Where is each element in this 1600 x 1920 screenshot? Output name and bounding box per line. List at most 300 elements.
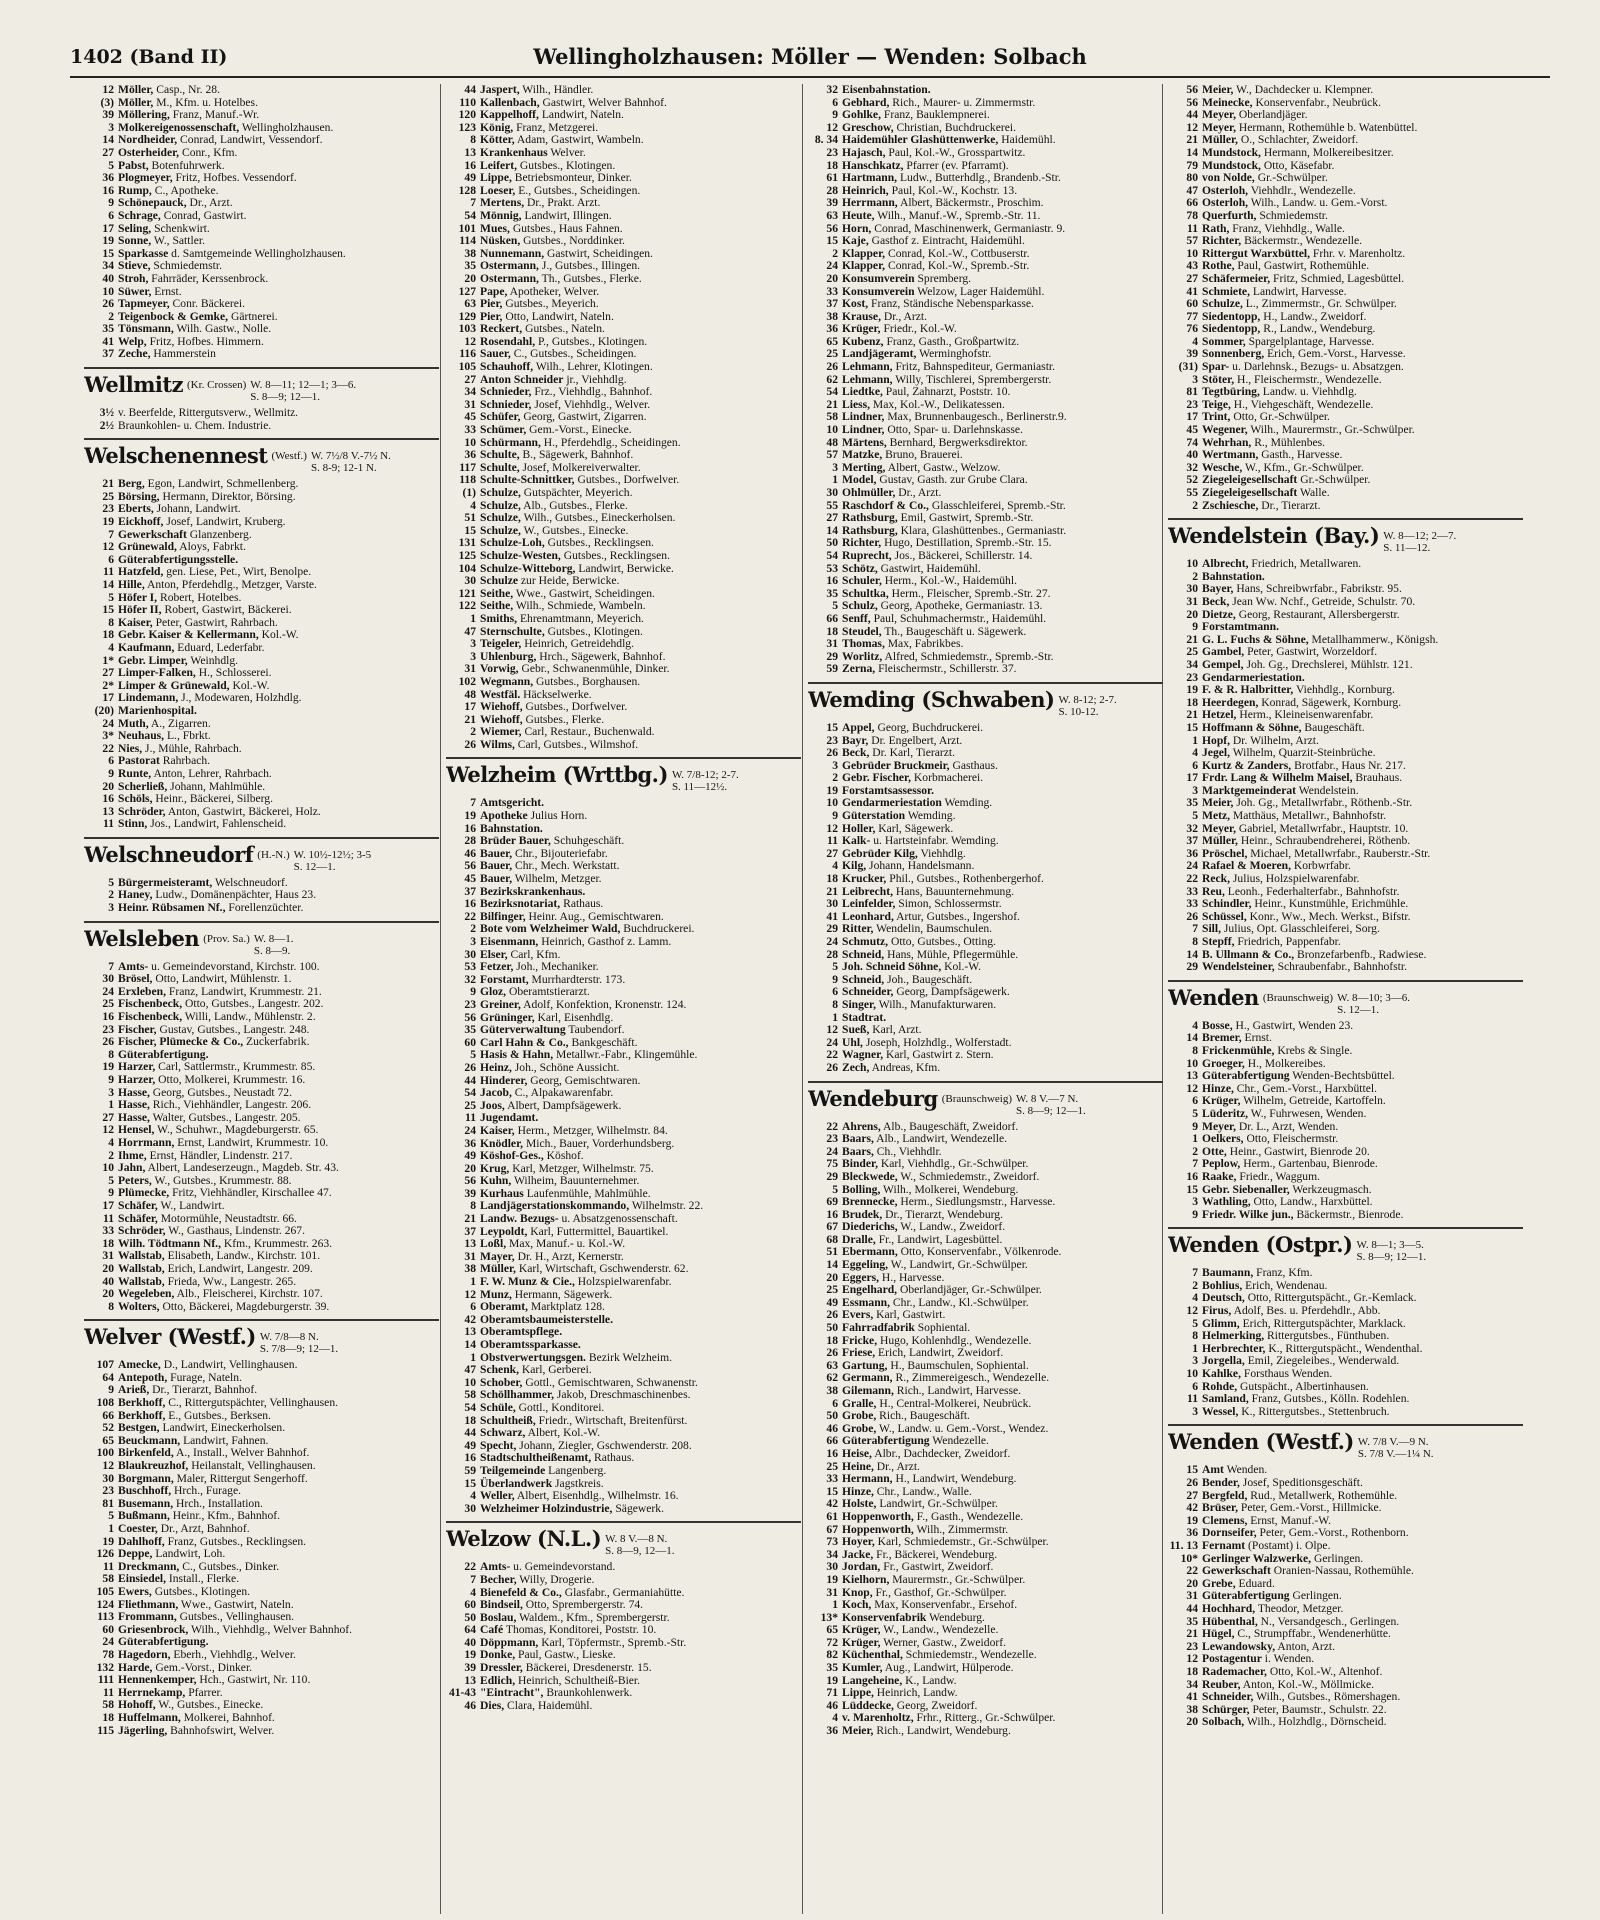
phone-number: 23	[826, 1132, 838, 1146]
place-region: (Kr. Crossen)	[187, 379, 247, 392]
subscriber-details: Herm., Gartenbau, Bienrode.	[1240, 1157, 1378, 1171]
phone-number: 2½	[99, 419, 114, 432]
subscriber-name: Richter,	[842, 536, 882, 550]
phone-number: 30	[826, 1560, 838, 1574]
subscriber-details: Otto, Käsefabr.	[1260, 158, 1335, 172]
phone-number: 42	[464, 1312, 476, 1326]
phone-number: 2	[1192, 569, 1198, 583]
subscriber-details: Gutsbes., Dorfwelver.	[522, 700, 628, 714]
subscriber-details: Albert, Kol.-W.	[525, 1426, 601, 1440]
subscriber-details: Ehrenamtmann, Meyerich.	[517, 611, 644, 625]
phone-number: 13	[102, 804, 114, 818]
phone-number: 123	[458, 120, 476, 134]
subscriber-name: Berg,	[118, 477, 145, 491]
phone-number: 44	[464, 1426, 476, 1440]
subscriber-details: jr., Viehhdlg.	[563, 372, 627, 386]
subscriber-name: Greiner,	[480, 997, 521, 1011]
phone-number: 56	[1186, 84, 1198, 96]
subscriber-name: Rittergut Warxbüttel,	[1202, 246, 1310, 260]
phone-number: 4	[1192, 746, 1198, 760]
subscriber-details: W., Landwirt, Gr.-Schwülper.	[888, 1258, 1028, 1272]
subscriber-details: Johann, Handelsmann.	[866, 859, 975, 873]
subscriber-details: Glanzenberg.	[186, 527, 252, 541]
subscriber-details: Gutsbes., Flerke.	[522, 712, 605, 726]
phone-number: 27	[826, 511, 838, 525]
subscriber-details: Anton, Lehrer, Rahrbach.	[151, 766, 272, 780]
subscriber-name: Greschow,	[842, 120, 894, 134]
subscriber-name: Hopf,	[1202, 733, 1231, 747]
subscriber-details: Wilh., Viehhdlg., Welver Bahnhof.	[188, 1622, 353, 1636]
phone-number: 72	[826, 1635, 838, 1649]
subscriber-details: K., Landw.	[902, 1673, 957, 1687]
phone-number: 30	[464, 947, 476, 961]
subscriber-details: Emil, Gastwirt, Spremb.-Str.	[897, 511, 1034, 525]
subscriber-name: Thomas,	[842, 637, 885, 651]
phone-number: 26	[102, 297, 114, 311]
subscriber-details: Krebs & Single.	[1274, 1043, 1353, 1057]
subscriber-name: Konservenfabrik	[842, 1610, 927, 1624]
subscriber-details: Gustav, Gutsbes., Langestr. 248.	[156, 1022, 310, 1036]
subscriber-name: Ritter,	[842, 922, 874, 936]
phone-number: 30	[1186, 582, 1198, 596]
subscriber-name: Dralle,	[842, 1232, 876, 1246]
subscriber-name: Liedtke,	[842, 385, 883, 399]
subscriber-details: Gutspächt., Albertinhausen.	[1237, 1379, 1369, 1393]
subscriber-details: Josef, Speditionsgeschäft.	[1239, 1476, 1363, 1489]
phone-number: 55	[1186, 486, 1198, 499]
subscriber-name: Schenk,	[480, 1363, 519, 1377]
subscriber-details: Metallwr.-Fabr., Klingemühle.	[553, 1048, 698, 1062]
subscriber-details: Conrad, Landwirt, Vessendorf.	[177, 133, 323, 147]
subscriber-details: Gutsbes., Klotingen.	[151, 1584, 251, 1598]
subscriber-name: Kumler,	[842, 1661, 883, 1675]
subscriber-details: Glasfabr., Germaniahütte.	[561, 1585, 685, 1599]
subscriber-name: Wegener,	[1202, 423, 1248, 437]
subscriber-name: Wathling,	[1202, 1195, 1251, 1209]
phone-number: (31)	[1178, 360, 1198, 374]
phone-number: 2	[108, 309, 114, 323]
subscriber-details: Franz, Manuf.-Wr.	[169, 108, 260, 122]
phone-number: 100	[96, 1446, 114, 1460]
subscriber-name: Wilms,	[480, 737, 515, 751]
phone-number: 36	[464, 1136, 476, 1150]
subscriber-details: Fritz, Schmied, Lagesbüttel.	[1270, 271, 1405, 285]
subscriber-details: Max, Manuf.- u. Kol.-W.	[506, 1237, 626, 1251]
phone-number: 1	[832, 1598, 838, 1612]
subscriber-details: C., Strumpffabr., Wendenerhütte.	[1234, 1627, 1391, 1641]
subscriber-name: Meinecke,	[1202, 95, 1253, 109]
subscriber-name: Krüger,	[1202, 1094, 1241, 1108]
subscriber-details: Anton, Kol.-W., Möllmicke.	[1240, 1677, 1375, 1691]
subscriber-name: Döppmann,	[480, 1635, 539, 1649]
subscriber-name: Osterloh,	[1202, 183, 1249, 197]
office-hours-weekday: W. 8—1.	[253, 932, 294, 945]
subscriber-details: Wemding.	[941, 796, 993, 810]
subscriber-name: Deutsch,	[1202, 1291, 1245, 1305]
subscriber-details: Brauhaus.	[1352, 771, 1403, 785]
subscriber-details: Botenfuhrwerk.	[148, 158, 225, 172]
subscriber-name: Heinrich,	[842, 183, 889, 197]
subscriber-details: Dr. H., Arzt, Kernerstr.	[514, 1249, 624, 1263]
phone-number: 7	[1192, 1157, 1198, 1171]
phone-number: 8	[1192, 935, 1198, 948]
phone-number: 103	[458, 322, 476, 336]
subscriber-name: Schulze,	[1202, 297, 1243, 311]
phone-number: 69	[826, 1195, 838, 1209]
phone-number: 5	[108, 1509, 114, 1523]
subscriber-name: Spar-	[1202, 360, 1230, 374]
phone-number: 26	[826, 1060, 838, 1074]
phone-number: 16	[464, 821, 476, 835]
subscriber-name: B. Ullmann & Co.,	[1202, 947, 1295, 961]
subscriber-details: W., Kfm., Gr.-Schwülper.	[1242, 460, 1364, 474]
phone-number: 75	[826, 1157, 838, 1171]
phone-number: 128	[458, 183, 476, 197]
phone-number: 3	[470, 649, 476, 663]
subscriber-details: Max, Brunnenbaugesch., Berlinerstr.9.	[884, 410, 1067, 424]
subscriber-name: Wallstab,	[118, 1261, 165, 1275]
phone-number: 41	[1186, 284, 1198, 298]
office-hours	[1058, 694, 1116, 718]
phone-number: 26	[826, 360, 838, 374]
subscriber-details: Buchdruckerei.	[620, 922, 695, 936]
subscriber-details: Herm., Kol.-W., Haidemühl.	[881, 574, 1017, 588]
subscriber-name: Schulte,	[480, 460, 520, 474]
list-item	[808, 1062, 1168, 1075]
phone-number: 45	[1186, 423, 1198, 437]
subscriber-details: Install., Flerke.	[166, 1572, 240, 1586]
phone-number: 11	[1187, 1392, 1198, 1406]
subscriber-name: Wallstab,	[118, 1249, 165, 1263]
subscriber-name: Loeser,	[480, 183, 516, 197]
subscriber-name: Eisenmann,	[480, 935, 539, 948]
subscriber-name: Schwarz,	[480, 1426, 526, 1440]
subscriber-details: L., Zimmermstr., Gr. Schwülper.	[1242, 297, 1397, 311]
phone-number: 19	[464, 1648, 476, 1662]
phone-number: 5	[832, 599, 838, 613]
place-heading	[84, 372, 444, 404]
phone-number: 20	[464, 271, 476, 285]
subscriber-details: Alb., Gutsbes., Flerke.	[520, 498, 628, 512]
subscriber-name: Siedentopp,	[1202, 309, 1261, 323]
phone-number: 23	[102, 1484, 114, 1498]
subscriber-name: Wilh. Tödtmann Nf.,	[118, 1236, 221, 1250]
subscriber-details: Oberlandjäger.	[1236, 108, 1308, 122]
phone-number: 9	[832, 809, 838, 823]
subscriber-name: Krankenhaus	[480, 145, 548, 159]
subscriber-name: Boslau,	[480, 1610, 517, 1624]
subscriber-name: Smiths,	[480, 611, 518, 625]
phone-number: 15	[1186, 720, 1198, 734]
subscriber-name: Obstverwertungsgen.	[480, 1350, 586, 1364]
subscriber-name: Schneider,	[842, 985, 894, 999]
phone-number: 21	[826, 397, 838, 411]
office-hours	[250, 379, 356, 403]
subscriber-details: J., Mühle, Rahrbach.	[142, 741, 242, 755]
phone-number: 4	[470, 1489, 476, 1503]
phone-number: 6	[1192, 758, 1198, 772]
phone-number: 18	[1186, 1664, 1198, 1678]
phone-number: 16	[464, 897, 476, 911]
office-hours-sunday: S. 8—9; 12—1.	[1016, 1104, 1086, 1117]
phone-number: 46	[826, 1421, 838, 1435]
page-header	[70, 44, 1550, 72]
phone-number: 27	[102, 145, 114, 159]
phone-number: 7	[470, 196, 476, 210]
subscriber-details: Fr., Gastwirt, Zweidorf.	[880, 1560, 994, 1574]
subscriber-details: Eduard.	[1235, 1576, 1275, 1590]
subscriber-details: Anton, Gastwirt, Bäckerei, Holz.	[165, 804, 321, 818]
phone-number: 5	[108, 1173, 114, 1187]
subscriber-details: Klara, Glashüttenbes., Germaniastr.	[897, 523, 1067, 537]
phone-number: 15	[826, 1484, 838, 1498]
list-item	[808, 1725, 1168, 1738]
phone-number: 40	[102, 271, 114, 285]
phone-number: 60	[1186, 297, 1198, 311]
subscriber-details: Franz, Viehhdlg., Walle.	[1229, 221, 1345, 235]
section-divider	[808, 1081, 1163, 1083]
subscriber-details: Erich, Landwirt, Zweidorf.	[875, 1346, 1004, 1360]
subscriber-name: Heinz,	[480, 1060, 512, 1074]
subscriber-details: Friedr., Waggum.	[1236, 1169, 1321, 1183]
subscriber-details: Phil., Gutsbes., Rothenbergerhof.	[886, 872, 1044, 886]
phone-number: 25	[826, 347, 838, 361]
subscriber-name: Querfurth,	[1202, 208, 1257, 222]
subscriber-name: Schulze,	[480, 498, 521, 512]
subscriber-details: Viehhdlg.	[917, 846, 966, 860]
phone-number: 4	[1192, 334, 1198, 348]
phone-number: 38	[464, 1262, 476, 1276]
section-divider	[808, 682, 1163, 684]
subscriber-name: Lewandowsky,	[1202, 1639, 1276, 1653]
subscriber-name: Plogmeyer,	[118, 171, 173, 185]
phone-number: 19	[464, 809, 476, 823]
phone-number: 44	[1186, 1601, 1198, 1615]
phone-number: 2	[470, 725, 476, 739]
subscriber-details: Josef, Landwirt, Kruberg.	[163, 515, 286, 529]
phone-number: 24	[826, 935, 838, 948]
phone-number: 41-43	[448, 1686, 476, 1700]
subscriber-name: Matzke,	[842, 448, 883, 462]
subscriber-name: Hoffmann & Söhne,	[1202, 720, 1302, 734]
subscriber-name: Sill,	[1202, 922, 1222, 936]
subscriber-name: Meyer,	[1202, 821, 1237, 835]
office-hours	[260, 1331, 338, 1355]
list-item	[1168, 500, 1528, 513]
subscriber-name: Frdr. Lang & Wilhelm Maisel,	[1202, 771, 1353, 785]
subscriber-details: Max, Fabrikbes.	[884, 637, 964, 651]
subscriber-details: Gabriel, Metallwrfabr., Hauptstr. 10.	[1236, 821, 1409, 835]
phone-number: 6	[832, 1396, 838, 1410]
subscriber-name: Birkenfeld,	[118, 1446, 174, 1460]
phone-number: 2	[832, 771, 838, 785]
subscriber-name: Brösel,	[118, 972, 153, 986]
list-item	[84, 348, 444, 361]
subscriber-details: Peter, Gem.-Vorst., Rothenborn.	[1256, 1526, 1409, 1540]
subscriber-details: Dr., Tierarzt.	[1258, 498, 1321, 512]
subscriber-name: Pabst,	[118, 158, 149, 172]
subscriber-name: Gebr. Fischer,	[842, 771, 912, 785]
subscriber-name: Gempel,	[1202, 657, 1244, 671]
phone-number: 19	[102, 1060, 114, 1074]
subscriber-details: Dr. Karl, Tierarzt.	[869, 746, 956, 760]
subscriber-name: Buschhoff,	[118, 1484, 172, 1498]
subscriber-name: Binder,	[842, 1157, 878, 1171]
subscriber-name: Wertmann,	[1202, 448, 1259, 462]
subscriber-details: Gutsbes., Recklingsen.	[560, 548, 670, 562]
subscriber-details: Franz, Ständische Nebensparkasse.	[868, 297, 1034, 311]
subscriber-name: Haney,	[118, 888, 153, 902]
phone-number: 16	[464, 158, 476, 172]
phone-number: 9	[1192, 1207, 1198, 1221]
subscriber-name: Güterabfertigung	[1202, 1589, 1290, 1603]
subscriber-details: Wenden.	[1223, 1463, 1268, 1477]
phone-number: 8	[832, 997, 838, 1011]
list-item	[808, 663, 1168, 676]
phone-number: 17	[102, 221, 114, 235]
phone-number: 29	[826, 922, 838, 936]
subscriber-details: Hermann, Rothemühle b. Watenbüttel.	[1236, 120, 1418, 134]
phone-number: 39	[1186, 347, 1198, 361]
phone-number: 11	[827, 834, 838, 848]
subscriber-details: Peter, Gastwirt, Rahrbach.	[152, 615, 278, 629]
phone-number: 5	[1192, 1106, 1198, 1120]
subscriber-details: Landwirt, Fahnen.	[180, 1433, 269, 1447]
subscriber-details: Pfarrer (ev. Pfarramt).	[903, 158, 1009, 172]
subscriber-details: Werkzeugmasch.	[1289, 1182, 1372, 1196]
place-name: Welzow (N.L.)	[446, 1526, 602, 1552]
subscriber-name: Leonhard,	[842, 909, 894, 923]
place-name: Welschneudorf	[84, 841, 254, 867]
subscriber-name: Friese,	[842, 1346, 876, 1360]
subscriber-details: Dr., Arzt.	[880, 309, 928, 323]
phone-number: 110	[459, 95, 476, 109]
subscriber-name: Reu,	[1202, 884, 1225, 898]
subscriber-name: Griesenbrock,	[118, 1622, 189, 1636]
subscriber-name: Kurhaus	[480, 1186, 524, 1200]
subscriber-details: Häckselwerke.	[520, 687, 592, 701]
subscriber-details: Max, Kol.-W., Delikatessen.	[870, 397, 1005, 411]
subscriber-name: Eggers,	[842, 1270, 880, 1284]
subscriber-details: Wilh., Schmiede, Wambeln.	[513, 599, 646, 613]
subscriber-details: Braunkohlenwerk.	[543, 1686, 633, 1700]
subscriber-name: Apotheke	[480, 809, 528, 823]
subscriber-name: Kuhn,	[480, 1174, 512, 1188]
subscriber-details: Eberh., Viehhdlg., Welver.	[170, 1647, 296, 1661]
phone-number: 30	[464, 574, 476, 588]
subscriber-details: Erich, Rittergutspächter, Marklack.	[1239, 1316, 1406, 1330]
subscriber-details: H., Pferdehdlg., Scheidingen.	[540, 435, 681, 449]
subscriber-name: Eickhoff,	[118, 515, 164, 529]
subscriber-details: Joh., Baugeschäft.	[884, 972, 973, 986]
phone-number: 27	[826, 846, 838, 860]
phone-number: 31	[1186, 594, 1198, 608]
phone-number: 105	[96, 1584, 114, 1598]
subscriber-details: Gastwirt, Scheidingen.	[544, 246, 653, 260]
phone-number: 43	[1186, 259, 1198, 273]
subscriber-name: Schöllhammer,	[480, 1388, 554, 1402]
office-hours	[311, 450, 391, 474]
subscriber-details: Landwirt, Eineckerholsen.	[159, 1421, 286, 1435]
place-region: (H.-N.)	[257, 848, 290, 861]
subscriber-name: Samland,	[1202, 1392, 1249, 1406]
subscriber-name: Amts-	[480, 1560, 511, 1574]
phone-number: 50	[826, 1409, 838, 1423]
subscriber-name: Westfäl.	[480, 687, 521, 701]
phone-number: 20	[102, 1287, 114, 1301]
phone-number: 14	[464, 1338, 476, 1351]
office-hours-sunday: S. 12—1.	[1337, 1003, 1379, 1016]
phone-number: 108	[96, 1396, 114, 1410]
phone-number: 33	[464, 423, 476, 437]
phone-number: 23	[1186, 1639, 1198, 1653]
subscriber-name: Hetzel,	[1202, 708, 1237, 722]
place-heading	[808, 686, 1168, 718]
subscriber-name: Brüder Bauer,	[480, 834, 551, 848]
place-name: Welzheim (Wrttbg.)	[446, 762, 668, 788]
phone-number: 8	[1192, 1329, 1198, 1343]
subscriber-details: Fritz, Bahnspediteur, Germaniastr.	[892, 360, 1056, 374]
subscriber-name: Pier,	[480, 309, 503, 323]
subscriber-name: Holler,	[842, 821, 876, 835]
subscriber-details: Georg, Apotheke, Germaniastr. 13.	[877, 599, 1043, 613]
phone-number: 8	[1192, 1043, 1198, 1057]
phone-number: 9	[1192, 1119, 1198, 1133]
subscriber-name: König,	[480, 120, 514, 134]
subscriber-name: Amts-	[118, 959, 149, 973]
subscriber-details: Friedrich, Pappenfabr.	[1234, 935, 1341, 948]
section-divider	[84, 367, 439, 369]
subscriber-name: Rohde,	[1202, 1379, 1238, 1393]
phone-number: 4	[1192, 1018, 1198, 1032]
subscriber-details: Franz, Gasth., Großpartwitz.	[883, 334, 1020, 348]
subscriber-details: Korbmacherei.	[911, 771, 984, 785]
subscriber-details: Franz, Gutsbes., Kölln. Rodehlen.	[1248, 1392, 1410, 1406]
phone-number: 115	[97, 1723, 114, 1737]
subscriber-name: Hennenkemper,	[118, 1673, 197, 1687]
subscriber-details: Franz, Metzgerei.	[513, 120, 599, 134]
section-divider	[84, 921, 439, 923]
phone-number: 6	[108, 552, 114, 566]
subscriber-details: Th., Baugeschäft u. Sägewerk.	[881, 624, 1027, 638]
subscriber-name: Jordan,	[842, 1560, 881, 1574]
subscriber-name: Munz,	[480, 1287, 512, 1301]
subscriber-name: Krüger,	[842, 322, 881, 336]
subscriber-name: Frommann,	[118, 1610, 177, 1624]
subscriber-name: Joh. Schneid Söhne,	[842, 960, 942, 974]
subscriber-details: Gasthof z. Eintracht, Haidemühl.	[868, 234, 1025, 248]
subscriber-details: Hermann, Direktor, Börsing.	[159, 489, 296, 503]
phone-number: 18	[102, 1236, 114, 1250]
phone-number: 25	[826, 1283, 838, 1297]
subscriber-details: Spargelplantage, Harvesse.	[1245, 334, 1375, 348]
subscriber-details: Heinr., Schraubendreherei, Röthenb.	[1237, 834, 1411, 848]
subscriber-name: Heise,	[842, 1446, 872, 1460]
place-name: Wemding (Schwaben)	[808, 686, 1055, 712]
subscriber-details: C., Gutsbes., Scheidingen.	[510, 347, 637, 361]
subscriber-name: Amt	[1202, 1463, 1224, 1477]
phone-number: 129	[458, 309, 476, 323]
phone-number: 60	[464, 1035, 476, 1049]
subscriber-details: Oberamtstierarzt.	[506, 985, 590, 999]
subscriber-name: Fischenbeck,	[118, 997, 183, 1011]
phone-number: 45	[464, 872, 476, 886]
phone-number: 11	[103, 565, 114, 579]
subscriber-details: Anton, Arzt.	[1275, 1639, 1336, 1653]
subscriber-details: Viehhdlr., Wendezelle.	[1248, 183, 1356, 197]
phone-number: 10	[102, 1161, 114, 1175]
phone-number: 10	[102, 284, 114, 298]
